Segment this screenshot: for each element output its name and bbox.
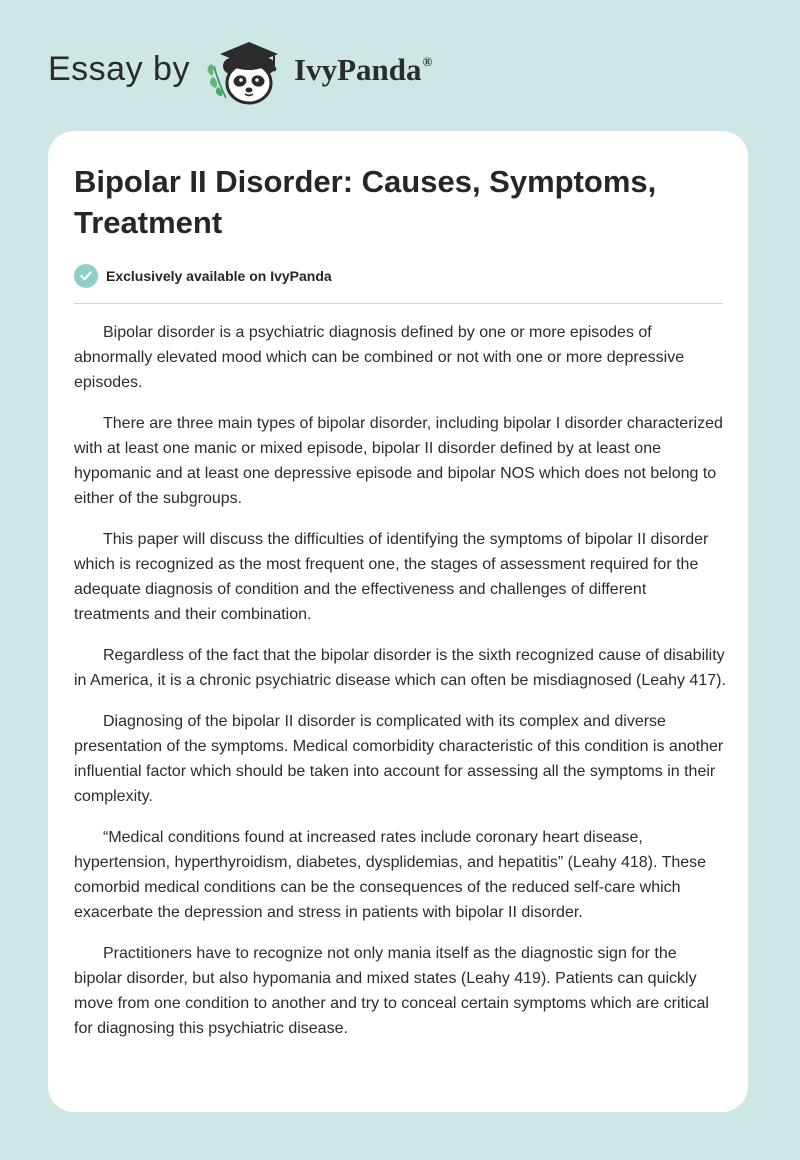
panda-graduate-icon[interactable] (200, 36, 296, 108)
badge-text: Exclusively available on IvyPanda (106, 268, 332, 284)
site-header (0, 0, 800, 130)
essay-card (48, 131, 748, 1112)
check-icon (74, 264, 98, 288)
paragraph: Diagnosing of the bipolar II disorder is complicated with its complex and diverse presentation of the symptoms. Medical comorbidity characteristic of this condition is another influential factor which should be taken into account for assessing all the symptoms in their complexity. (74, 713, 724, 805)
divider (74, 303, 723, 304)
paragraph: “Medical conditions found at increased rates include coronary heart disease, hypertension, hyperthyroidism, diabetes, dysplidemias, and hepatitis” (Leahy 418). These comorbid medical conditions can be the consequences of the reduced self-care which exacerbate the depression and stress in patients with bipolar II disorder. (74, 829, 707, 921)
exclusive-badge (74, 263, 332, 289)
paragraph: Practitioners have to recognize not only mania itself as the diagnostic sign for the bipolar disorder, but also hypomania and mixed states (Leahy 419). Patients can quickly move from one condition to another and try to conceal certain symptoms which are critical for diagnosing this psychiatric disease. (74, 945, 709, 1037)
paragraph: There are three main types of bipolar disorder, including bipolar I disorder characterized with at least one manic or mixed episode, bipolar II disorder defined by at least one hypomanic and at least one depressive episode and bipolar NOS which does not belong to either of the subgroups. (74, 415, 723, 507)
paragraph: Regardless of the fact that the bipolar disorder is the sixth recognized cause of disability in America, it is a chronic psychiatric disease which can often be misdiagnosed (Leahy 417). (74, 647, 726, 689)
paragraph: This paper will discuss the difficulties of identifying the symptoms of bipolar II disorder which is recognized as the most frequent one, the stages of assessment required for the adequate diagnosis of condition and the effectiveness and challenges of different treatments and their combination. (74, 531, 709, 623)
brand-prefix: Essay by (48, 50, 190, 88)
paragraph: Bipolar disorder is a psychiatric diagnosis defined by one or more episodes of abnormally elevated mood which can be combined or not with one or more depressive episodes. (74, 324, 685, 391)
brand-name[interactable]: IvyPanda® (294, 52, 433, 87)
registered-mark: ® (422, 54, 433, 69)
essay-body (74, 320, 726, 1057)
page-title: Bipolar II Disorder: Causes, Symptoms, Treatment (74, 164, 657, 240)
